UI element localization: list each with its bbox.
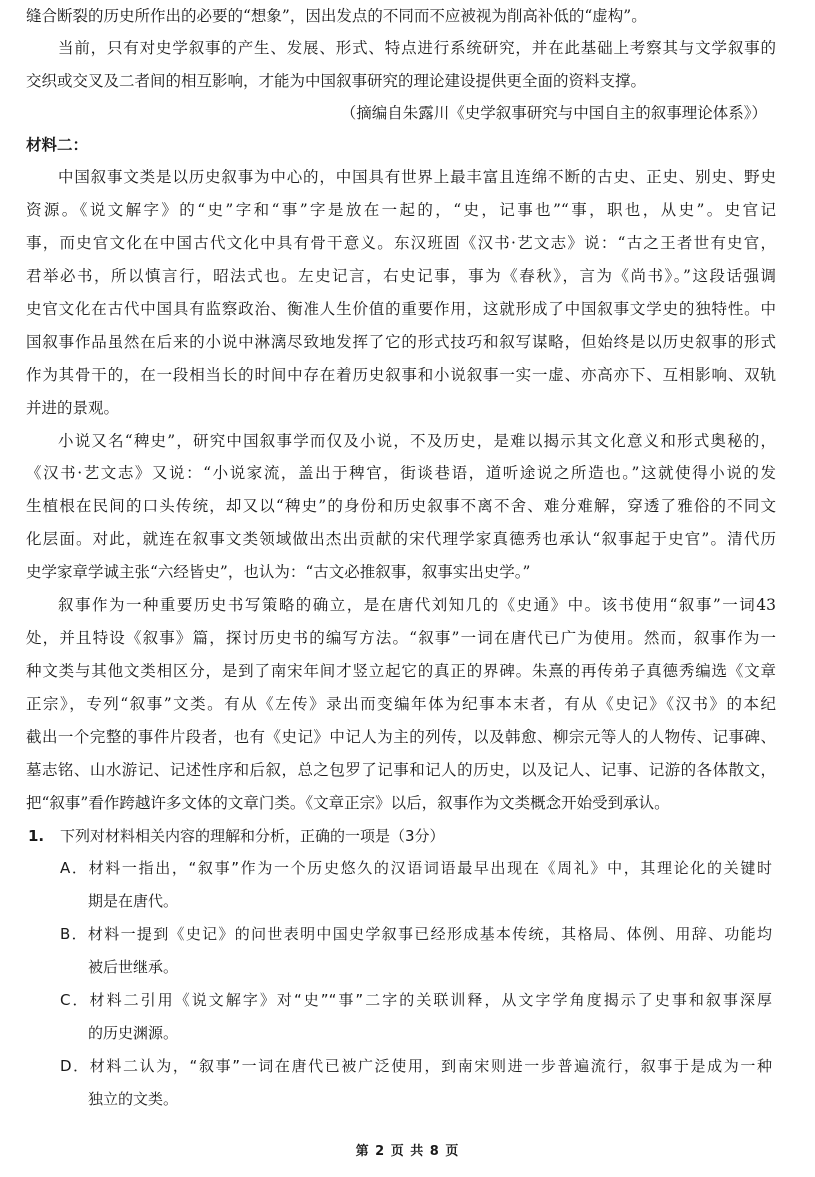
question-number: 1. (28, 827, 45, 845)
option-b-continued[interactable]: 被后世继承。 (88, 958, 179, 976)
material2-line: 史官文化在古代中国具有监察政治、衡准人生价值的重要作用，这就形成了中国叙事文学史的独特性。中 (26, 300, 776, 318)
material2-line: 中国叙事文类是以历史叙事为中心的，中国具有世界上最丰富且连绵不断的古史、正史、别史、野史 (58, 168, 776, 186)
material2-line: 资源。《说文解字》的“史”字和“事”字是放在一起的，“史，记事也”“事，职也，从史”。史官记 (26, 201, 776, 219)
material2-line: 把“叙事”看作跨越许多文体的文章门类。《文章正宗》以后，叙事作为文类概念开始受到承认。 (26, 794, 670, 812)
option-a[interactable]: A．材料一指出，“叙事”作为一个历史悠久的汉语词语最早出现在《周礼》中，其理论化的关键时 (60, 859, 772, 877)
material2-line: 处，并且特设《叙事》篇，探讨历史书的编写方法。“叙事”一词在唐代已广为使用。然而，叙事作为一 (26, 629, 776, 647)
material2-line: 叙事作为一种重要历史书写策略的确立，是在唐代刘知几的《史通》中。该书使用“叙事”一词43 (58, 596, 776, 614)
material2-line: 君举必书，所以慎言行，昭法式也。左史记言，右史记事，事为《春秋》，言为《尚书》。”这段话强调 (26, 267, 776, 285)
question-stem: 下列对材料相关内容的理解和分析，正确的一项是（3分） (60, 827, 445, 845)
material2-line: 作为其骨干的，在一段相当长的时间中存在着历史叙事和小说叙事一实一虚、亦高亦下、互相影响、双轨 (26, 366, 776, 384)
material2-line: 国叙事作品虽然在后来的小说中淋漓尽致地发挥了它的形式技巧和叙写谋略，但始终是以历史叙事的形式 (26, 333, 776, 351)
material2-line: 事，而史官文化在中国古代文化中具有骨干意义。东汉班固《汉书·艺文志》说：“古之王者世有史官， (26, 234, 776, 252)
material2-line: 种文类与其他文类相区分，是到了南宋年间才竖立起它的真正的界碑。朱熹的再传弟子真德秀编选《文章 (26, 662, 776, 680)
option-c[interactable]: C．材料二引用《说文解字》对“史”“事”二字的关联训释，从文字学角度揭示了史事和叙事深厚 (60, 991, 772, 1009)
material1-line: 缝合断裂的历史所作出的必要的“想象”，因出发点的不同而不应被视为削高补低的“虚构”。 (26, 7, 647, 25)
material2-line: 墓志铭、山水游记、记述性序和后叙，总之包罗了记事和记人的历史，以及记人、记事、记游的各体散文， (26, 761, 776, 779)
material1-line: 当前，只有对史学叙事的产生、发展、形式、特点进行系统研究，并在此基础上考察其与文学叙事的 (58, 39, 776, 57)
material2-line: 截出一个完整的事件片段者，也有《史记》中记人为主的列传，以及韩愈、柳宗元等人的人物传、记事碑、 (26, 728, 776, 746)
material2-line: 史学家章学诚主张“六经皆史”，也认为：“古文必推叙事，叙事实出史学。” (26, 563, 531, 581)
option-c-continued[interactable]: 的历史渊源。 (88, 1024, 179, 1042)
material2-line: 化层面。对此，就连在叙事文类领域做出杰出贡献的宋代理学家真德秀也承认“叙事起于史官”。清代历 (26, 530, 776, 548)
page-footer: 第 2 页 共 8 页 (355, 1144, 460, 1159)
option-d-continued[interactable]: 独立的文类。 (88, 1090, 179, 1108)
material2-heading: 材料二： (26, 135, 89, 154)
option-b[interactable]: B．材料一提到《史记》的问世表明中国史学叙事已经形成基本传统，其格局、体例、用辞、功能均 (60, 925, 772, 943)
material2-line: 《汉书·艺文志》又说：“小说家流，盖出于稗官，街谈巷语，道听途说之所造也。”这就使得小说的发 (26, 464, 776, 482)
material1-source: （摘编自朱露川《史学叙事研究与中国自主的叙事理论体系》） (340, 104, 767, 122)
material2-line: 生植根在民间的口头传统，却又以“稗史”的身份和历史叙事不离不舍、难分难解，穿透了雅俗的不同文 (26, 497, 776, 515)
option-d[interactable]: D．材料二认为，“叙事”一词在唐代已被广泛使用，到南宋则进一步普遍流行，叙事于是成为一种 (60, 1057, 772, 1075)
material1-line: 交织或交叉及二者间的相互影响，才能为中国叙事研究的理论建设提供更全面的资料支撑。 (26, 72, 647, 90)
material2-line: 小说又名“稗史”，研究中国叙事学而仅及小说，不及历史，是难以揭示其文化意义和形式奥秘的， (58, 432, 776, 450)
option-a-continued[interactable]: 期是在唐代。 (88, 892, 179, 910)
material2-line: 正宗》，专列“叙事”文类。有从《左传》录出而变编年体为纪事本末者，有从《史记》《汉书》的本纪 (26, 695, 776, 713)
material2-line: 并进的景观。 (26, 399, 120, 417)
